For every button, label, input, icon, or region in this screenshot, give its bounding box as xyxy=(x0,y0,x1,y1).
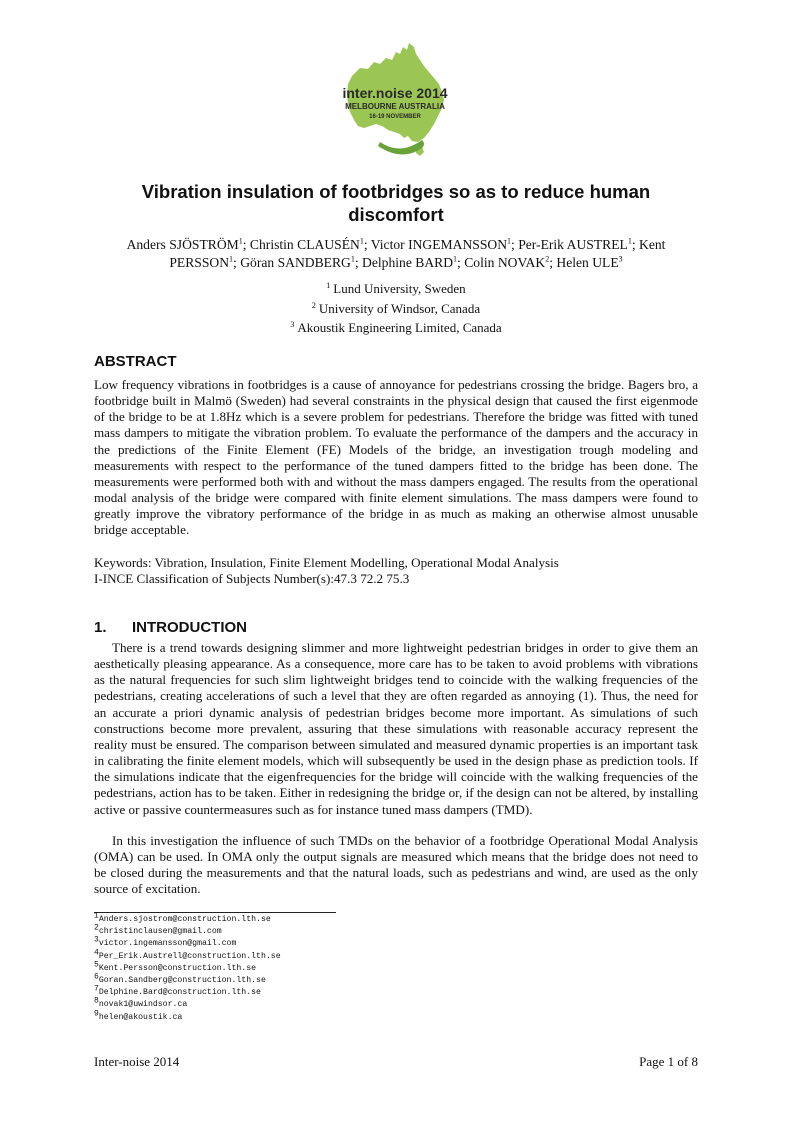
classification: I-INCE Classification of Subjects Number(s):47.3 72.2 75.3 xyxy=(94,571,410,586)
footnote: $^8$novak1@uwindsor.ca xyxy=(94,996,188,1010)
abstract-text: Low frequency vibrations in footbridges is a cause of annoyance for pedestrians crossing the bridge. Bagers bro, a footbridge built in Malmö (Sweden) had several constraints in the physical design that caused the first eigenmode of the bridge to be at 1.8Hz which is a severe problem for pedestrians. Therefore the bridge was fitted with tuned mass dampers to mitigate the vibration problem. To evaluate the performance of the dampers and the accuracy in the predictions of the Finite Element (FE) Models of the bridge, an investigation trough modeling and measurements with respect to the performance of the tuned dampers fitted to the bridge has been done. The measurements were performed both with and without the mass dampers engaged. The results from the operational modal analysis of the bridge were compared with finite element simulations. The mass dampers were found to greatly improve the vibratory performance of the bridge in as much as making an otherwise almost unusable bridge acceptable. xyxy=(94,377,698,538)
affiliation: $^3$ Akoustik Engineering Limited, Canada xyxy=(290,319,502,335)
footnote: $^3$victor.ingemansson@gmail.com xyxy=(94,935,237,949)
introduction-paragraph-1: There is a trend towards designing slimmer and more lightweight pedestrian bridges in order to give them an aesthetically pleasing appearance. As a consequence, more care has to be taken to avoid problems with vibrations as the natural frequencies for such slim lightweight bridges tend to coincide with the walking frequencies of the pedestrians, creating accelerations of such a level that they are often regarded as annoying (1). Thus, the need for an accurate a priori dynamic analysis of pedestrian bridges become more important. As simulations of such constructions become more prevalent, assuring that these simulations with reasonable accuracy represent the reality must be ensured. The comparison between simulated and measured dynamic properties is an important task in calibrating the finite element models, which will subsequently be used in the design phase as prediction tools. If the simulations indicate that the eigenfrequencies for the bridge will coincide with the walking frequencies of the pedestrians, action has to be taken. Either in redesigning the bridge or, if the design can not be altered, by installing active or passive countermeasures such as for instance tuned mass dampers (TMD). xyxy=(94,640,698,817)
paper-title-line-1: Vibration insulation of footbridges so as to reduce human xyxy=(141,181,651,202)
logo-title: inter.noise 2014 xyxy=(342,85,448,101)
author: Per-Erik AUSTREL$^1$; xyxy=(518,236,639,252)
affiliation: $^2$ University of Windsor, Canada xyxy=(311,300,481,316)
footnote: $^2$christinclausen@gmail.com xyxy=(94,923,222,937)
author: Christin CLAUSÉN$^1$; xyxy=(249,236,371,252)
footnote: $^1$Anders.sjostrom@construction.lth.se xyxy=(94,911,271,924)
author: Kent PERSSON$^1$; xyxy=(169,237,666,270)
footer-conference: Inter-noise 2014 xyxy=(94,1054,180,1069)
author: Victor INGEMANSSON$^1$; xyxy=(370,236,519,252)
affiliation: $^1$ Lund University, Sweden xyxy=(326,280,466,296)
footnote: $^5$Kent.Persson@construction.lth.se xyxy=(94,960,257,973)
logo-dates: 16-19 NOVEMBER xyxy=(369,114,421,120)
keywords: Keywords: Vibration, Insulation, Finite Element Modelling, Operational Modal Analysis xyxy=(94,555,559,570)
footnote: $^6$Goran.Sandberg@construction.lth.se xyxy=(94,972,266,985)
abstract-heading: ABSTRACT xyxy=(94,353,177,370)
author: Helen ULE$^3$ xyxy=(556,254,623,270)
author: Göran SANDBERG$^1$; xyxy=(240,254,363,270)
footnote: $^9$helen@akoustik.ca xyxy=(94,1008,183,1022)
section-number: 1. xyxy=(94,619,107,636)
author: Anders SJÖSTRÖM$^1$; xyxy=(126,236,250,252)
introduction-paragraph-2: In this investigation the influence of such TMDs on the behavior of a footbridge Operational Modal Analysis (OMA) can be used. In OMA only the output signals are measured which means that the bridge does not need to be closed during the measurements and that the natural loads, such as pedestrians and wind, are used as the only source of excitation. xyxy=(94,833,698,897)
author-list xyxy=(94,236,698,272)
footnotes xyxy=(94,911,494,1024)
introduction-heading xyxy=(94,619,247,637)
footer-page-number: Page 1 of 8 xyxy=(639,1054,698,1069)
section-title: INTRODUCTION xyxy=(132,619,247,636)
footnote: $^4$Per_Erik.Austrell@construction.lth.se xyxy=(94,947,281,961)
footnote: $^7$Delphine.Bard@construction.lth.se xyxy=(94,984,261,998)
logo-location: MELBOURNE AUSTRALIA xyxy=(345,102,445,111)
conference-logo xyxy=(330,38,460,163)
paper-title xyxy=(94,180,698,226)
paper-title-line-2: discomfort xyxy=(348,204,444,225)
author: Colin NOVAK$^2$; xyxy=(464,254,557,270)
footnote-divider xyxy=(94,912,336,913)
australia-map-graphic xyxy=(330,38,460,163)
author: Delphine BARD$^1$; xyxy=(362,254,465,270)
